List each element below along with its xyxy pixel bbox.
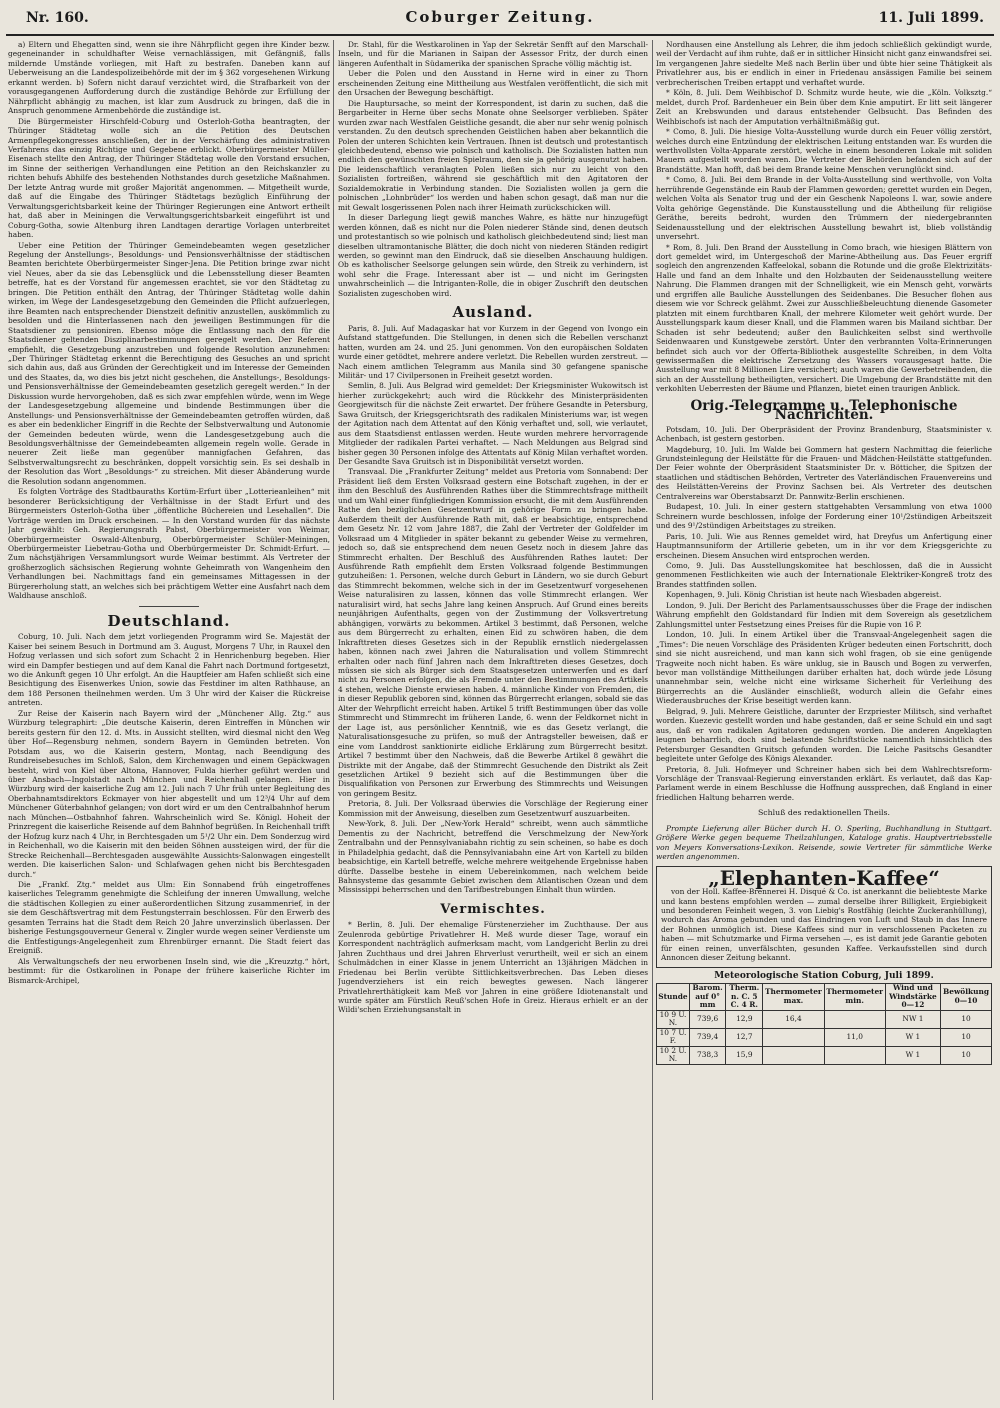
- paragraph: * Como, 8. Juli. Die hiesige Volta-Ausstellung wurde durch ein Feuer völlig zerstört, welches durch eine Entzündung der elektrischen Leitung entstanden war. Es wurden die werthvollsten Volta-Apparate zerstört, welche in einem besonderen Lokale mit soliden Mauern aufgestellt worden waren. Die Vertreter der Behörden befanden sich auf der Brandstätte. Man hofft, daß bei dem Brande keine Menschen verunglückt sind.: [656, 127, 992, 174]
- section-heading-ausland: Ausland.: [452, 303, 534, 322]
- paragraph: Semlin, 8. Juli. Aus Belgrad wird gemeldet: Der Kriegsminister Wukowitsch ist hierher zurückgekehrt; auch wird die Rückkehr des Ministerpräsidenten Georgjewitsch für die nächste Zeit erwartet. Der frühere Gesandte in Petersburg, Sawa Gruitsch, der Kriegsgerichtsrath des radikalen Ministeriums war, ist wegen der Agitation nach dem Attentat auf den König verhaftet und, soll, wie verlautet, aus dem Staatsdienst entlassen werden. Heute wurden mehrere hervorragende Mitglieder der radikalen Partei verhaftet. — Nach Meldungen aus Belgrad sind bisher gegen 30 Personen infolge des Attentats auf König Milan verhaftet worden. Der Gesandte Sava Gruitsch ist in Disponibilität versetzt worden.: [338, 381, 648, 467]
- table-row: [657, 1028, 992, 1046]
- table-header: Barom. auf 0° mm: [689, 984, 725, 1011]
- table-header: Thermometer max.: [763, 984, 824, 1011]
- table-cell: 10 9 U. N.: [657, 1010, 690, 1028]
- paragraph: Potsdam, 10. Juli. Der Oberpräsident der Provinz Brandenburg, Staatsminister v. Achenbach, ist gestern gestorben.: [656, 424, 992, 444]
- paragraph: a) Eltern und Eheg​atten sind, wenn sie ihre Nährpflicht gegen ihre Kinder bezw. gegeneinander in schuldhafter Weise vernachlässigen, mit Gefängniß, falls mildernde Umstände vorliegen, mit Haft zu bestrafen. Daneben kann auf Ueberweisung an die Landespolizeibehörde mit der im § 362 vorgesehenen Wirkung erkannt werden. b) Sofern nicht darauf verzichtet wird, die Strafbarkeit von der vorausgegangenen Aufforderung durch die zuständige Behörde zur Erfüllung der Nährpflicht abhängig zu machen, ist klar zum Ausdruck zu bringen, daß die in Anspruch genommene Armenbehörde die zuständige ist.: [8, 40, 330, 116]
- paragraph: Dr. Stahl, für die Westkarolinen in Yap der Sekretär Senfft auf den Marschall-Inseln, und für die Marianen in Saipan der Assessor Fritz, der durch einen längeren Aufenthalt in Südamerika der spanischen Sprache völlig mächtig ist.: [338, 40, 648, 68]
- table-cell: NW 1: [885, 1010, 940, 1028]
- paragraph: Als Verwaltungschefs der neu erworbenen Inseln sind, wie die „Kreuzztg.“ hört, bestimmt: für die Ostkarolinen in Ponape der frühere kaiserliche Richter im Bismarck-Archipel,: [8, 956, 330, 985]
- section-heading-deutschland: Deutschland.: [107, 611, 231, 630]
- table-cell: 12,7: [726, 1028, 763, 1046]
- masthead-rule: [6, 34, 994, 36]
- weather-table: [656, 983, 992, 1065]
- separator: [139, 606, 199, 607]
- table-cell: 10 2 U. N.: [657, 1046, 690, 1064]
- table-cell: 12,9: [726, 1010, 763, 1028]
- section-heading-telegramme: Orig.-Telegramme u. Telephonische Nachrichten.: [690, 397, 958, 424]
- newspaper-title: Coburger Zeitung.: [405, 8, 595, 26]
- table-cell: 10 7 U. F.: [657, 1028, 690, 1046]
- table-cell: 15,9: [726, 1046, 763, 1064]
- paragraph: Ueber eine Petition der Thüringer Gemeindebeamten wegen gesetzlicher Regelung der Anstellungs-, Besoldungs- und Pensionsverhältnisse der städtischen Beamten berichtete Oberbürgermeister Singer-Jena. Die Petition bringe zwar nicht viel Neues, aber da sie das Lebensglück und die Lebensstellung dieser Beamten betreffe, hat es der Vorstand für angemessen erachtet, sie vor den Städtetag zu bringen. Die Petition enthält den Antrag, der Thüringer Städtetag wolle dahin wirken, im Wege der Landesgesetzgebung den Gemeinden die Pflicht aufzuerlegen, ihre Beamten nach entsprechender Dienstzeit definitiv anzustellen, auskömmlich zu besolden und die Hinterlassenen nach den jeweiligen Bestimmungen für die Staatsdiener zu pensioniren. Ebenso möge die Entlassung nach den für die Staatsdiener geltenden Disziplinarbestimmungen geregelt werden. Der Referent empfiehlt, die Gesetzgebung anzustreben und folgende Resolution anzunehmen: „Der Thüringer Städtetag erkennt die Berechtigung des Gesuches an und spricht sich dahin aus, daß aus Gründen der Gerechtigkeit und im Interesse der Gemeinden und des Staates, da, wo dies bis jetzt nicht geschehen, die Anstellungs-, Besoldungs- und Pensionsverhältnisse der Gemeindebeamten gesetzlich geregelt werden.“ In der Diskussion wurde hervorgehoben, daß es sich zwar empfehlen würde, wenn im Wege der Landesgesetzgebung allgemeine und bindende Bestimmungen über die Anstellungs- und Pensionsverhältnisse der Gemeindebeamten getroffen würden, daß es aber ein bedenklicher Eingriff in die Rechte der Selbstverwaltung und Autonomie der Gemeinden bedeuten würde, wenn die Landesgesetzgebung auch die Besoldungsverhältnisse der Gemeindebeamten allgemein regeln wolle. Gerade in neuerer Zeit ließe man gegenüber mannigfachen Gefahren, das Selbstverwaltungsrecht zu beschränken, doppelt vorsichtig sein. Es sei deshalb in der Resolution das Wort „Besoldungs-“ zu streichen. Mit dieser Abänderung wurde die Resolution sodann angenommen.: [8, 240, 330, 486]
- paragraph: Ueber die Polen und den Ausstand in Herne wird in einer zu Thorn erscheinenden Zeitung eine Mittheilung aus Westfalen veröffentlicht, die sich mit den Ursachen der Bewegung beschäftigt.: [338, 69, 648, 98]
- paragraph: London, 10. Juli. In einem Artikel über die Transvaal-Angelegenheit sagen die „Times“: Die neuen Vorschläge des Präsidenten Krüger bedeuten einen Fortschritt, doch sind sie nicht ausreichend, und man kann sich wohl fragen, ob sie eine genügende Tragweite noch nicht haben. Es wäre unklug, sie in Bausch und Bogen zu verwerfen, bevor man vollständige Mittheilungen darüber erhalten hat, doch würde jede Lösung unannehmbar sein, welche nicht eine wirksame Sicherheit für Verleihung des Bürgerrechts an die Ausländer einschließt, wodurch allein die Gefahr eines Wiederausbruches der Krise beseitigt werden kann.: [656, 630, 992, 706]
- paragraph: Die Bürgermeister Hirschfeld-Coburg und Osterloh-Gotha beantragten, der Thüringer Städtetag wolle sich an die Petition des Deutschen Armenpflegekongresses anschließen, der in der Verschärfung des administrativen Verfahrens das einzig Richtige und Gegebene erblickt. Oberbürgermeister Müller-Eisenach stellte den Antrag, der Thüringer Städtetag wolle den Vorstand ersuchen, im Sinne der seitherigen Verhandlungen eine Petition an den Reichskanzler zu richten behufs Abhilfe des bestehenden Nothstandes durch gesetzliche Maßnahmen. Der letzte Antrag wurde mit großer Majorität angenommen. — Mitgetheilt wurde, daß auf die Eingabe des Thüringer Städtetags bezüglich Einführung der Verwaltungsgerichtsbarkeit keine der Thüringer Regierungen eine Antwort ertheilt hat, daß aber in Meiningen die Verwaltungsgerichtsbarkeit eingeführt ist und Coburg-Gotha, sowie Altenburg ihren Landtagen derartige Vorlagen unterbreitet haben.: [8, 116, 330, 240]
- paragraph: Pretoria, 8. Juli. Der Volksraad überwies die Vorschläge der Regierung einer Kommission mit der Anweisung, dieselben zum Gesetzentwurf auszuarbeiten.: [338, 799, 648, 818]
- table-header: Bewölkung 0—10: [941, 984, 992, 1011]
- editorial-end: Schluß des redaktionellen Theils.: [757, 808, 891, 818]
- paragraph: Die „Frankf. Ztg.“ meldet aus Ulm: Ein Sonnabend früh eingetroffenes kaiserliches Telegramm genehmigte die Schleifung der inneren Umwallung, welche die städtischen Kollegien zu einer außerordentlichen Sitzung zusammenrief, in der sie dem Geschäftsvertrag mit dem Festungsterrain beschlossen. Für den Erwerb des gesamten Terrains hat die Stadt dem Reich 20 Jahre unverzinslich überlassen. Der bisherige Festungsgouverneur General v. Zingler wurde wegen seiner Verdienste um die Entfestigungs-Angelegenheit zum Ehrenbürger ernannt. Die Stadt feiert das Ereigniß.: [8, 879, 330, 956]
- paragraph: In dieser Darlegung liegt gewiß manches Wahre, es hätte nur hinzugefügt werden können, daß es nicht nur die Polen niederer Stände sind, denen deutsch und protestantisch so wie polnisch und katholisch gleichbedeutend sind; liest man dieselben ultramontanische Blätter, die doch nicht von niederen Ständen redigirt werden, so gewinnt man den Eindruck, daß sie dieselben Anschauung huldigen. Ob es katholischer Seelsorge gelungen sein würde, den Streik zu verhindern, ist wohl sehr die Frage. Interessant aber ist — und nicht im Geringsten unwahrscheinlich — die Intriganten-Rolle, die in obiger Zuschrift den deutschen Sozialisten zugeschoben wird.: [338, 213, 648, 298]
- table-header: Stunde: [657, 984, 690, 1011]
- table-cell: 16,4: [763, 1010, 824, 1028]
- column-1: [8, 40, 330, 1400]
- table-cell: [824, 1046, 885, 1064]
- table-row: [657, 1010, 992, 1028]
- table-cell: 10: [941, 1046, 992, 1064]
- table-row: [657, 1046, 992, 1064]
- issue-number: Nr. 160.: [26, 10, 89, 26]
- paragraph: Die Hauptursache, so meint der Korrespondent, ist darin zu suchen, daß die Bergarbeiter in Herne über sechs Monate ohne Seelsorger verblieben. Später wurden zwar nach Westfalen Geistliche gesandt, die aber nur sehr wenig polnisch verstanden. Zu den deutsch sprechenden Geistlichen haben aber bekanntlich die Polen der unteren Schichten kein Vertrauen. Ihnen ist deutsch und protestantisch gleichbedeutend, ebenso wie polnisch und katholisch. Die Sozialisten hatten nun endlich den gewünschten freien Spielraum, den sie ja gehörig ausgenutzt haben. Die leidenschaftlich veranlagten Polen ließen sich nur zu leicht von den Sozialisten fortreißen, während sie geschäftlich mit den Agitatoren der Sozialdemokratie in Verbindung standen. Die Sozialisten wollen ja gern die polnischen „Lohnbrüder“ los werden und haben schon gesagt, daß man nur die mit Gewalt losgerissenen Polen nach ihrer Heimath zurückschicken will.: [338, 98, 648, 212]
- table-cell: 11,0: [824, 1028, 885, 1046]
- table-cell: [824, 1010, 885, 1028]
- paragraph: Como, 9. Juli. Das Ausstellungskomitee hat beschlossen, daß die in Aussicht genommenen Festlichkeiten wie auch der Internationale Elektriker-Kongreß trotz des Brandes stattfinden sollen.: [656, 561, 992, 589]
- paragraph: * Rom, 8. Juli. Den Brand der Ausstellung in Como brach, wie hiesigen Blättern von dort gemeldet wird, im Untergeschoß der Marine-Abtheilung aus. Das Feuer ergriff sogleich den angrenzenden Kaffeelokal, sobann die Rotunde und die große Elektrizitäts-Halle und fand an dem Inhalte und den Holzbauten der Seidenausstellung weitere Nahrung. Die Flammen drangen mit der Schnelligkeit, wie ein Mensch geht, vorwärts und ergriffen alle Bauliche Ausstellungen des Seidenbanes. Die Besucher flohen aus diesem wie vor Schreck gelähmt. Zwei zur Ausschließbeleuchtung dienende Gasometer platzten mit einem furchtbaren Knall, der mehrere Kilometer weit gehört wurde. Der Ausstellungspark kaum dieser Knall, und die Flammen waren bis Mailand sichtbar. Der Schaden ist sehr bedeutend; außer den Baulichkeiten selbst sind werthvolle Seidenwaaren und Kunstgewebe zerstört. Unter den verbrannten Volta-Erinnerungen befindet sich auch vor der Offerta-Bibliothek ausgestellte Schreiben, in dem Volta gewissermaßen die elektrische Zersetzung des Wassers vorausgesagt hatte. Die Ausstellung war mit 8 Millionen Lire versichert; auch waren die Gewerbetreibenden, die sich an der Ausstellung betheiligten, versichert. Die Umgebung der Brandstätte mit den verkohlten Ueberresten der Bäume und Pflanzen, bietet einen traurigen Anblick.: [656, 242, 992, 394]
- table-cell: W 1: [885, 1028, 940, 1046]
- column-3: [656, 40, 992, 1400]
- paragraph: * Como, 8. Juli. Bei dem Brande in der Volta-Ausstellung sind werthvolle, von Volta herrührende Gegenstände ein Raub der Flammen geworden; gerettet wurden ein Degen, welchen Volta als Senator trug und der ein Geschenk Napoleons I. war, sowie andere Volta gehörige Gegenstände. Die Kunstausstellung und die Abtheilung für religiöse Geräthe, bereits bedroht, wurden den Trümmern der niedergebrannten Seidenausstellung und der elektrischen Ausstellung bewahrt ist, blieb vollständig unversehrt.: [656, 175, 992, 242]
- paragraph: Pretoria, 8. Juli. Hofmeyer und Schreiner haben sich bei dem Wahlrechtsreform-Vorschläge der Transvaal-Regierung einverstanden erklärt. Es verlautet, daß das Kap-Parlament werde in einem Beschlusse die Hoffnung aussprechen, daß England in einer friedlichen Haltung beharren werde.: [656, 764, 992, 802]
- issue-date: 11. Juli 1899.: [878, 10, 984, 26]
- paragraph: Nordhausen eine Anstellung als Lehrer, die ihm jedoch schließlich gekündigt wurde, weil der Verdacht auf ihm ruhte, daß er in sittlicher Hinsicht nicht ganz einwandsfrei sei. Im vergangenen Jahre siedelte Meß nach Berlin über und übte hier seine Thätigkeit als Privatlehrer aus, bis er endlich in einer in Friedenau ansässigen Familie bei seinem verbrecherischen Treiben ertappt und verhaftet wurde.: [656, 40, 992, 87]
- column-divider: [652, 40, 653, 1400]
- paragraph: * Berlin, 8. Juli. Der ehemalige Fürstenerzieher im Zuchthause. Der aus Zeulenroda gebürtige Privatlehrer H. Meß wurde dieser Tage, worauf ein Korrespondent nachträglich aufmerksam macht, vom Landgericht Berlin zu drei Jahren Zuchthaus und drei Jahren Ehrverlust verurtheilt, weil er sich an einem Schulmädchen in einer Klasse in jenem Unterricht an 13jährigen Mädchen in Friedenau bei Berlin verübte Sittlichkeitsverbrechen. Das Leben dieses Jugendverziehers ist ein reich bewegtes gewesen. Nach längerer Privatlehrerthätigkeit kam Meß vor Jahren in eine größere Idiotenanstalt und wurde später am Fürstlich Reuß'schen Hofe in Greiz. Hieraus erhielt er an der Wildi'schen Erziehungsanstalt in: [338, 920, 648, 1015]
- paragraph: Kopenhagen, 9. Juli. König Christian ist heute nach Wiesbaden abgereist.: [666, 590, 942, 600]
- paragraph: * Köln, 8. Juli. Dem Weihbischof D. Schmitz wurde heute, wie die „Köln. Volksztg.“ meldet, durch Prof. Bardenheuer ein Bein über dem Knie amputirt. Er litt seit längerer Zeit an Krebswunden und daraus entstehender Gelbsucht. Das Befinden des Weihbischofs ist nach der Amputation verhältnißmäßig gut.: [656, 88, 992, 126]
- table-cell: 738,3: [689, 1046, 725, 1064]
- paragraph: Es folgten Vorträge des Stadtbauraths Kortüm-Erfurt über „Lotterieanleihen“ mit besonderer Berücksichtigung der Verhältnisse in der Stadt Erfurt und des Bürgermeisters Osterloh-Gotha über „öffentliche Büchereien und Lesehallen“. Die Vorträge werden im Druck erscheinen. — In den Vorstand wurden für das nächste Jahr gewählt: Geh. Regierungsrath Pabst, Oberbürgermeister von Weimar, Oberbürgermeister Oswald-Altenburg, Oberbürgermeister Schüler-Meiningen, Oberbürgermeister Liebetrau-Gotha und Oberbürgermeister Dr. Schmidt-Erfurt. — Zum nächstjährigen Versammlungsort wurde Weimar bestimmt. Als Vertreter der großherzoglich sächsischen Regierung wohnte Geheimrath von Wangenheim den Verhandlungen bei. Nachmittags fand ein gemeinsames Mittagessen in der Bürgererholung statt, an welches sich bei prächtigem Wetter eine Ausfahrt nach dem Waldhause anschloß.: [8, 487, 330, 601]
- book-notice: Prompte Lieferung aller Bücher durch H. O. Sperling, Buchhandlung in Stuttgart. Größere Werke gegen bequeme Theilzahlungen, Kataloge gratis. Hauptvertriebsstelle von Meyers Konversations-Lexikon. Reisende, sowie Vertreter für sämmtliche Werke werden angenommen.: [656, 823, 992, 862]
- table-cell: 10: [941, 1028, 992, 1046]
- masthead: [4, 6, 996, 36]
- table-cell: W 1: [885, 1046, 940, 1064]
- coffee-advertisement: [656, 866, 992, 968]
- ad-text: von der Holl. Kaffee-Brennerei H. Disqué & Co. ist anerkannt die beliebteste Marke und kann bestens empfohlen werden — zumal derselbe ihrer Billigkeit, Ergiebigkeit und besonderen Feinheit wegen, 3. von Liebig's Rostfähig (leichte Zuckeranhüllung), wodurch das Aroma gebunden und das Eindringen von Luft und Staub in das Innere der Bohnen unmöglich ist. Diese Kaffees sind nur in verschlossenen Packeten zu haben — mit Schutzmarke und Firma versehen —, es ist damit jede Garantie geboten für einen reinen, unverfälschten, gesunden Kaffee. Verkaufsstellen sind durch Annoncen dieser Zeitung bekannt.: [661, 887, 987, 963]
- column-2: [338, 40, 648, 1400]
- table-cell: 10: [941, 1010, 992, 1028]
- paragraph: Budapest, 10. Juli. In einer gestern stattgehabten Versammlung von etwa 1000 Schreinern wurde beschlossen, infolge der Forderung einer 10¹/2stündigen Arbeitszeit und des 9¹/2stündigen Arbeitstages zu streiken.: [656, 502, 992, 531]
- paragraph: London, 9. Juli. Der Bericht des Parlamentsausschusses über die Frage der indischen Währung empfiehlt den Goldstandard für Indien mit dem Sovereign als gesetzlichem Zahlungsmittel unter Festsetzung eines Preises für die Rupie von 16 P.: [656, 600, 992, 629]
- weather-table-title: Meteorologische Station Coburg, Juli 1899.: [714, 970, 934, 981]
- paragraph: New-York, 8. Juli. Der „New-York Herald“ schreibt, wenn auch sämmtliche Dementis zu der Nachricht, betreffend die Verschmelzung der New-York Zentralbahn und der Pennsylvaniabahn richtig zu sein scheinen, so habe es doch in Philadelphia gedacht, daß die Pennsylvaniabahn eine Art von Kartell zu bilden beabsichtige, ein Kartell betreffe, welche mehrere weitgehende Ergebnisse haben dürfte. Dasselbe bestehe in einem Uebereinkommen, nach welchem beide Bahnsysteme das gesammte Gebiet zwischen dem Atlantischen Ozean und dem Mississippi beherrschen und den Tarifbestrebungen Einhalt thun würden.: [338, 819, 648, 895]
- paragraph: Magdeburg, 10. Juli. Im Walde bei Gommern hat gestern Nachmittag die feierliche Grundsteinlegung der Heilstätte für die Frauen- und Mädchen-Heilstätte stattgefunden. Der Feier wohnte der Oberpräsident Staatsminister Dr. v. Bötticher, die Spitzen der staatlichen und städtischen Behörden, Vertreter des Vaterländischen Frauenvereins und des Heilstätten-Vereins der Provinz Sachsen bei. Als Vertreter des deutschen Centralvereins war Oberstabsarzt Dr. Pannwitz-Berlin erschienen.: [656, 444, 992, 501]
- table-header: Wind und Windstärke 0—12: [885, 984, 940, 1011]
- paragraph: Transvaal. Die „Frankfurter Zeitung“ meldet aus Pretoria vom Sonnabend: Der Präsident ließ dem Ersten Volksraad gestern eine Botschaft zugehen, in der er ihm den Beschluß des Ausführenden Rathes über die Stimmrechtsfrage mittheilt und um Wahl einer fünfgliedrigen Kommission ersucht, die mit dem Ausführenden Rathe den bezüglichen Gesetzentwurf in gehörige Form zu bringen habe. Außerdem theilt der Ausführende Rath mit, daß er beabsichtige, entsprechend dem Gesetz Nr. 12 vom Jahre 1887, die Zahl der Vertreter der Goldfelder im Volksraad um 4 Mitglieder in später bekannt zu gebender Weise zu vermehren, jedoch so, daß sie entsprechend dem neuen Gesetz noch in diesem Jahre das Stimmrecht erhalten. Der Beschluß des Ausführenden Rathes lautet: Der Ausführende Rath empfiehlt dem Ersten Volksraad folgende Bestimmungen gutzuheißen: 1. Personen, welche durch Geburt in Ländern, wo sie durch Geburt das Stimmrecht bekommen, welche sich in der im Gesetzentwurf vorgesehenen Weise naturalisiren zu lassen, können das volle Stimmrecht erlangen. Wer naturalisirt wird, hat sechs Jahre lang keinen Anspruch. Auf Grund eines bereits neunjährigen Aufenthalts, gegen von der Zustimmung der Volksvertretung abhängigen, vorwärts zu bekommen. Artikel 3 bestimmt, daß Personen, welche aus dem Bürgerrecht zu erhalten, einen Eid zu schwören haben, die dem Inkrafttreten dieses Gesetzes sich in der Republik ernstlich niedergelassen haben, können nach zwei Jahren die Naturalisation und vollem Stimmrecht erhalten oder nach fünf Jahren nach dem Inkrafttreten dieses Gesetzes, doch müssen sie sich als Bürger sich dem Staatsgesetzen unterwerfen und es darf nicht zu Personen erfolgen, die als Fremde unter den Bestimmungen des Artikels 4 stehen, welche Dienste erwiesen haben. 4. männliche Kinder von Fremden, die in dieser Republik geboren sind, können das Bürgerrecht erlangen, sobald sie das Alter der Wehrpflicht erreicht haben. Artikel 5 trifft Bestimmungen über das volle Stimmrecht und Stimmrecht im früheren Lande, 6. wenn der Feldkornet nicht in der Lage ist, aus persönlicher Kenntniß, wie es das Gesetz verlangt, die Naturalisationsgesuche zu prüfen, so muß der Antragsteller beweisen, daß er eine vom Landdrost sanktionirte eidliche Erklärung zum Bürgerrecht besitzt. Artikel 7 bestimmt über den Nachweis, daß die Bewerbe Artikel 8 gewährt die Distrikte mit der Angabe, daß der Stimmrecht Gesuchende den Distrikt als Zeit gesetzlichen Artikel 9 bezieht sich auf die Bestimmungen über die Disqualifikation von Personen zur Erwerbung des Stimmrechts und Weisungen von geringem Besitz.: [338, 467, 648, 798]
- column-divider: [333, 40, 334, 1400]
- table-cell: [763, 1028, 824, 1046]
- table-header: Thermometer min.: [824, 984, 885, 1011]
- paragraph: Paris, 10. Juli. Wie aus Rennes gemeldet wird, hat Dreyfus um Anfertigung einer Hauptmannsuniform der Artillerie gebeten, um in ihr vor dem Kriegsgerichte zu erscheinen. Diesem Ansuchen wird entsprochen werden.: [656, 531, 992, 560]
- table-cell: 739,6: [689, 1010, 725, 1028]
- table-header: Therm. n. C. 5 C. 4 R.: [726, 984, 763, 1011]
- paragraph: Coburg, 10. Juli. Nach dem jetzt vorliegenden Programm wird Se. Majestät der Kaiser bei seinem Besuch in Dortmund am 3. August, Morgens 7 Uhr, in Rauxel den Hofzug verlassen und sich sofort zum Schacht 2 in Henrichenburg begeben. Hier wird ein Dampfer bestiegen und auf dem Kanal die Fahrt nach Dortmund fortgesetzt, wo die Ankunft gegen 10 Uhr erfolgt. An die Hauptfeier am Hafen schließt sich eine Besichtigung des Eisenwerkes Union, sowie das Festdiner im alten Rathhause, an dem 188 Personen theilnehmen werden. Um 3 Uhr wird der Kaiser die Rückreise antreten.: [8, 632, 330, 708]
- table-header-row: [657, 984, 992, 1011]
- paragraph: Belgrad, 9. Juli. Mehrere Geistliche, darunter der Erzpriester Militsch, sind verhaftet worden. Kuezevic gestellt worden und habe gestanden, daß er seine Schuld ein und sagt aus, daß er von radikalen Agitatoren gedungen worden. Die anderen Angeklagten leugnen beharrlich, doch sind belastende Schriftstücke namentlich hinsichtlich des Petersburger Gesandten Gruitsch gefunden worden. Die Leiche Pasitschs Gesandter begleitete unter Gefolge des Königs Alexander.: [656, 706, 992, 764]
- paragraph: Zur Reise der Kaiserin nach Bayern wird der „Münchener Allg. Ztg.“ aus Würzburg telegraphirt: „Die deutsche Kaiserin, deren Eintreffen in München wir bereits gestern für den 12. d. Mts. in Aussicht stellten, wird diesmal nicht den Weg über Hof—Regensburg nehmen, sondern Bayern in Gemünden betreten. Von Potsdam aus, wo die Kaiserin gestern, Montag, nach Beendigung des Rundreisebesuches im Schloß, Salon, dem Kirchenwagen und einem Gepäckwagen besteht, wird von Kiel über Altona, Hannover, Fulda hierher geführt werden und über Ansbach—Ingolstadt nach München und Reichenhall gelangen. Hier in Würzburg wird der kaiserliche Zug am 12. Juli nach 7 Uhr früh unter Begleitung des Oberbahnamtsdirektors Eckmayer von hier abgestellt und um 12³/4 Uhr auf dem Münchener Güterbahnhof gelangen; von dort wird er um den Centralbahnhof herum nach München—Ostbahnhof fahren. Wahrscheinlich wird Se. Königl. Hoheit der Prinzregent die kaiserliche Reisende auf dem Bahnhof begrüßen. In Reichenhall trifft der Hofzug kurz nach 4 Uhr, in Berchtesgaden um 5¹/2 Uhr ein. Dem Sonderzug wird in Reichenhall, wo die Kaiserin mit den beiden Söhnen aussteigen wird, der für die Strecke Reichenhall—Berchtesgaden ausgewählte Aussichts-Salonwagen eingestellt werden. Die kaiserlichen Salon- und Schlafwagen gehen nicht bis Berchtesgaden durch.“: [8, 708, 330, 879]
- table-cell: [763, 1046, 824, 1064]
- table-cell: 739,4: [689, 1028, 725, 1046]
- section-heading-vermischtes: Vermischtes.: [440, 901, 546, 917]
- ad-title: „Elephanten-Kaffee“: [708, 865, 940, 890]
- paragraph: Paris, 8. Juli. Auf Madagaskar hat vor Kurzem in der Gegend von Ivongo ein Aufstand stattgefunden. Die Stellungen, in denen sich die Rebellen verschanzt hatten, wurden am 24. und 25. Juni genommen. Von den europäischen Soldaten wurde einer getödtet, mehrere andere verletzt. Die Rebellen wurden zerstreut. — Nach einem amtlichen Telegramm aus Manila sind 30 gefangene spanische Militär- und 17 Civilpersonen in Freiheit gesetzt worden.: [338, 323, 648, 380]
